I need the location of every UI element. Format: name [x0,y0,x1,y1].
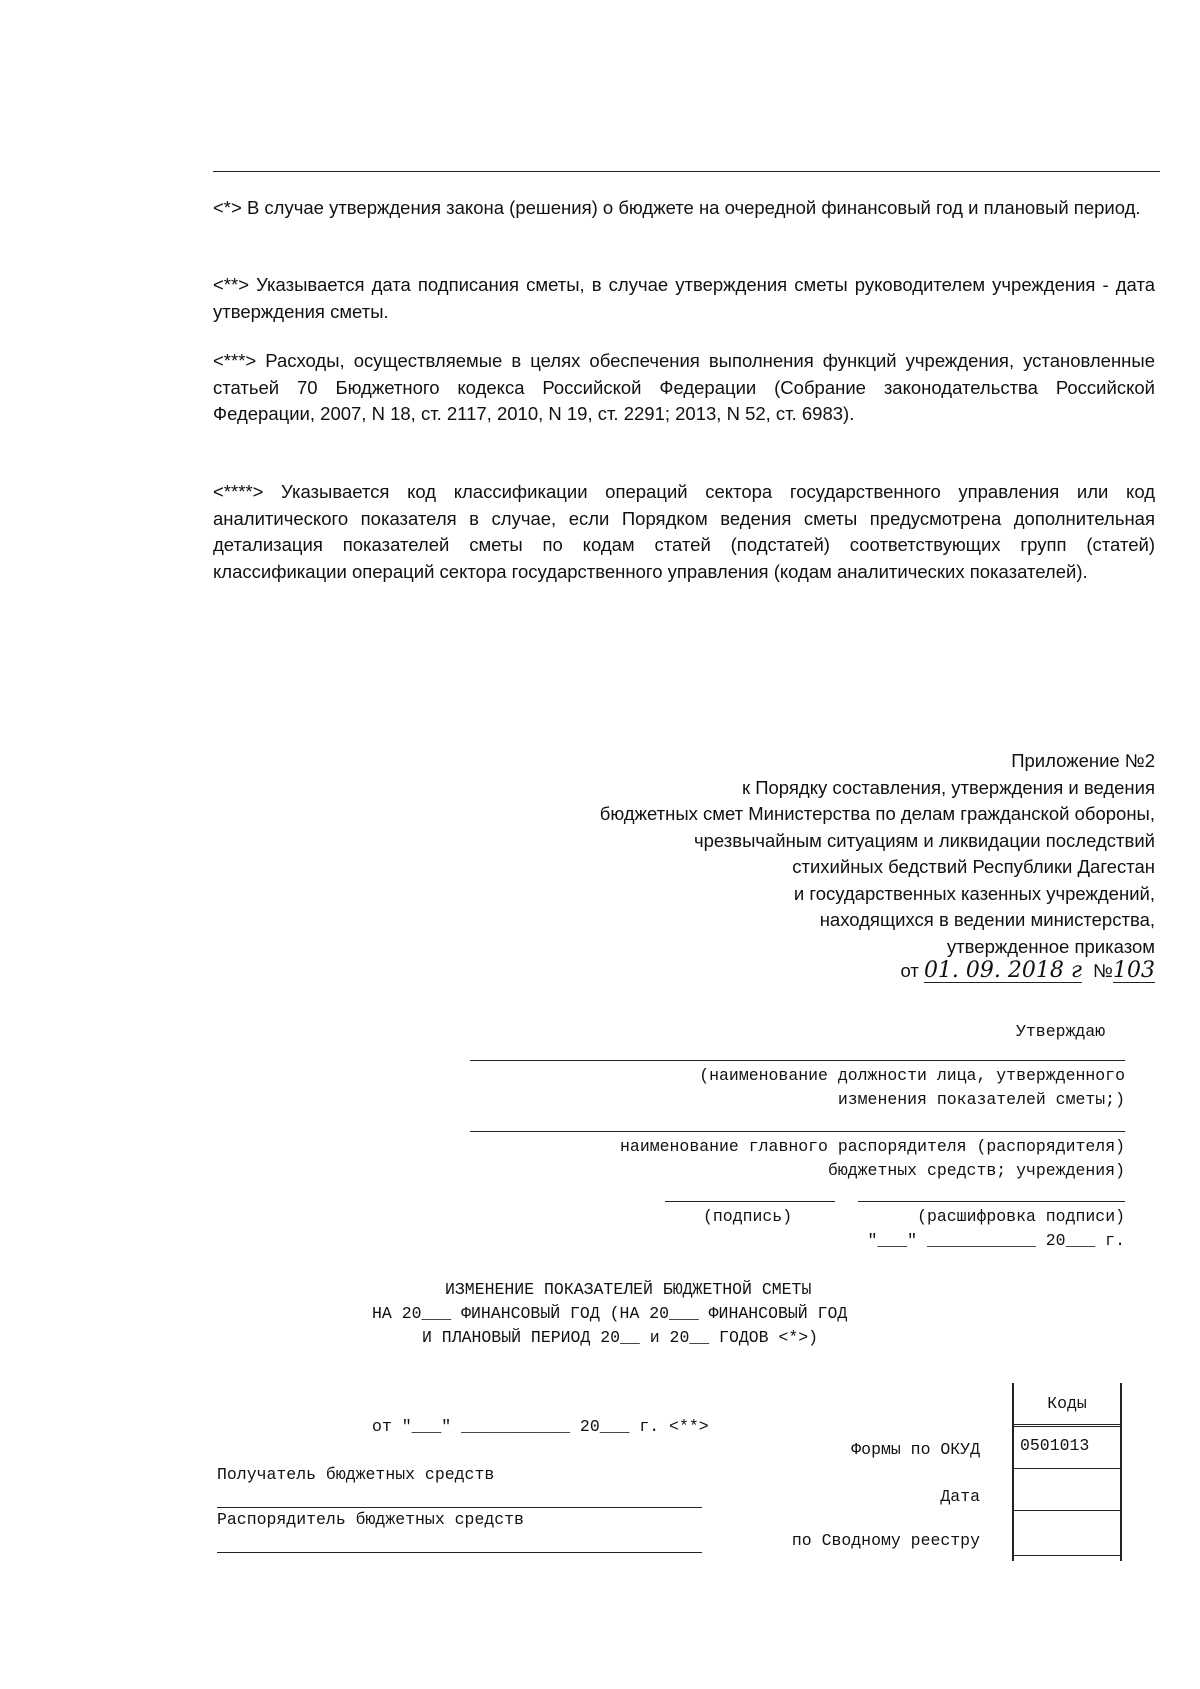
codes-divider [1014,1468,1120,1469]
codes-divider [1014,1510,1120,1511]
codes-header: Коды [1047,1394,1087,1413]
okud-code: 0501013 [1020,1436,1090,1455]
order-number-prefix: № [1093,960,1113,981]
position-caption-1: (наименование должности лица, утвержденного [699,1066,1125,1085]
footnote-1: <*> В случае утверждения закона (решения) о бюджете на очередной финансовый год и плановый период. [213,197,1141,218]
heading-line-1: ИЗМЕНЕНИЕ ПОКАЗАТЕЛЕЙ БЮДЖЕТНОЙ СМЕТЫ [445,1280,812,1299]
form-date-line: от "___" ___________ 20___ г. <**> [372,1417,709,1436]
signature-caption: (подпись) [703,1207,793,1226]
codes-box [1012,1383,1122,1561]
codes-divider [1014,1424,1120,1425]
manager-field-line [217,1552,702,1553]
position-caption-2: изменения показателей сметы;) [837,1090,1125,1109]
signature-line [665,1201,835,1202]
decoding-line [858,1201,1125,1202]
okud-label: Формы по ОКУД [851,1440,980,1459]
position-line [470,1060,1125,1061]
heading-line-3: И ПЛАНОВЫЙ ПЕРИОД 20__ и 20__ ГОДОВ <*>) [422,1328,819,1347]
footnote-3: <***> Расходы, осуществляемые в целях обеспечения выполнения функций учреждения, установленные статьей 70 Бюджетного кодекса Российской Федерации (Собрание законодательства Российской Федерации, 2007, N 18, ст. 2117, 2010, N 19, ст. 2291; 2013, N 52, ст. 6983). [213,350,1155,424]
appendix-line: находящихся в ведении министерства, [819,909,1155,930]
manager-caption-2: бюджетных средств; учреждения) [827,1161,1125,1180]
order-date-handwritten: 01. 09. 2018 г [923,958,1082,983]
codes-divider [1014,1555,1120,1556]
approval-title: Утверждаю [1016,1022,1106,1041]
heading-line-2: НА 20___ ФИНАНСОВЫЙ ГОД (НА 20___ ФИНАНСОВЫЙ ГОД [372,1304,848,1323]
recipient-label: Получатель бюджетных средств [217,1465,495,1484]
decoding-caption: (расшифровка подписи) [917,1207,1125,1226]
recipient-line [217,1507,702,1508]
appendix-line: Приложение №2 [1011,750,1155,771]
codes-divider [1014,1426,1120,1427]
manager-caption-1: наименование главного распорядителя (распорядителя) [620,1137,1125,1156]
appendix-line: к Порядку составления, утверждения и ведения [741,776,1155,798]
manager-line [470,1131,1125,1132]
appendix-line: бюджетных смет Министерства по делам гражданской обороны, [599,803,1155,824]
top-separator [213,171,1160,172]
order-date-line [435,958,1155,985]
appendix-line: стихийных бедствий Республики Дагестан [792,856,1155,877]
date-label: Дата [940,1487,980,1506]
appendix-line: и государственных казенных учреждений, [793,882,1155,904]
approval-date-line: "___" ___________ 20___ г. [867,1231,1125,1250]
order-number-handwritten: 103 [1113,958,1155,983]
appendix-block [435,748,1155,985]
registry-label: по Сводному реестру [791,1531,980,1550]
appendix-line: чрезвычайным ситуациям и ликвидации последствий [693,829,1155,851]
footnote-4: <****> Указывается код классификации операций сектора государственного управления или код аналитического показателя в случае, если Порядком ведения сметы предусмотрена дополнительная детализация показателей сметы по кодам статей (подстатей) соответствующих групп (статей) классификации операций сектора государственного управления (кодам аналитических показателей). [213,481,1155,582]
manager-label: Распорядитель бюджетных средств [217,1510,524,1529]
footnote-2: <**> Указывается дата подписания сметы, в случае утверждения сметы руководителем учреждения - дата утверждения сметы. [213,274,1155,322]
appendix-line: утвержденное приказом [946,935,1155,957]
order-date-prefix: от [900,960,919,981]
